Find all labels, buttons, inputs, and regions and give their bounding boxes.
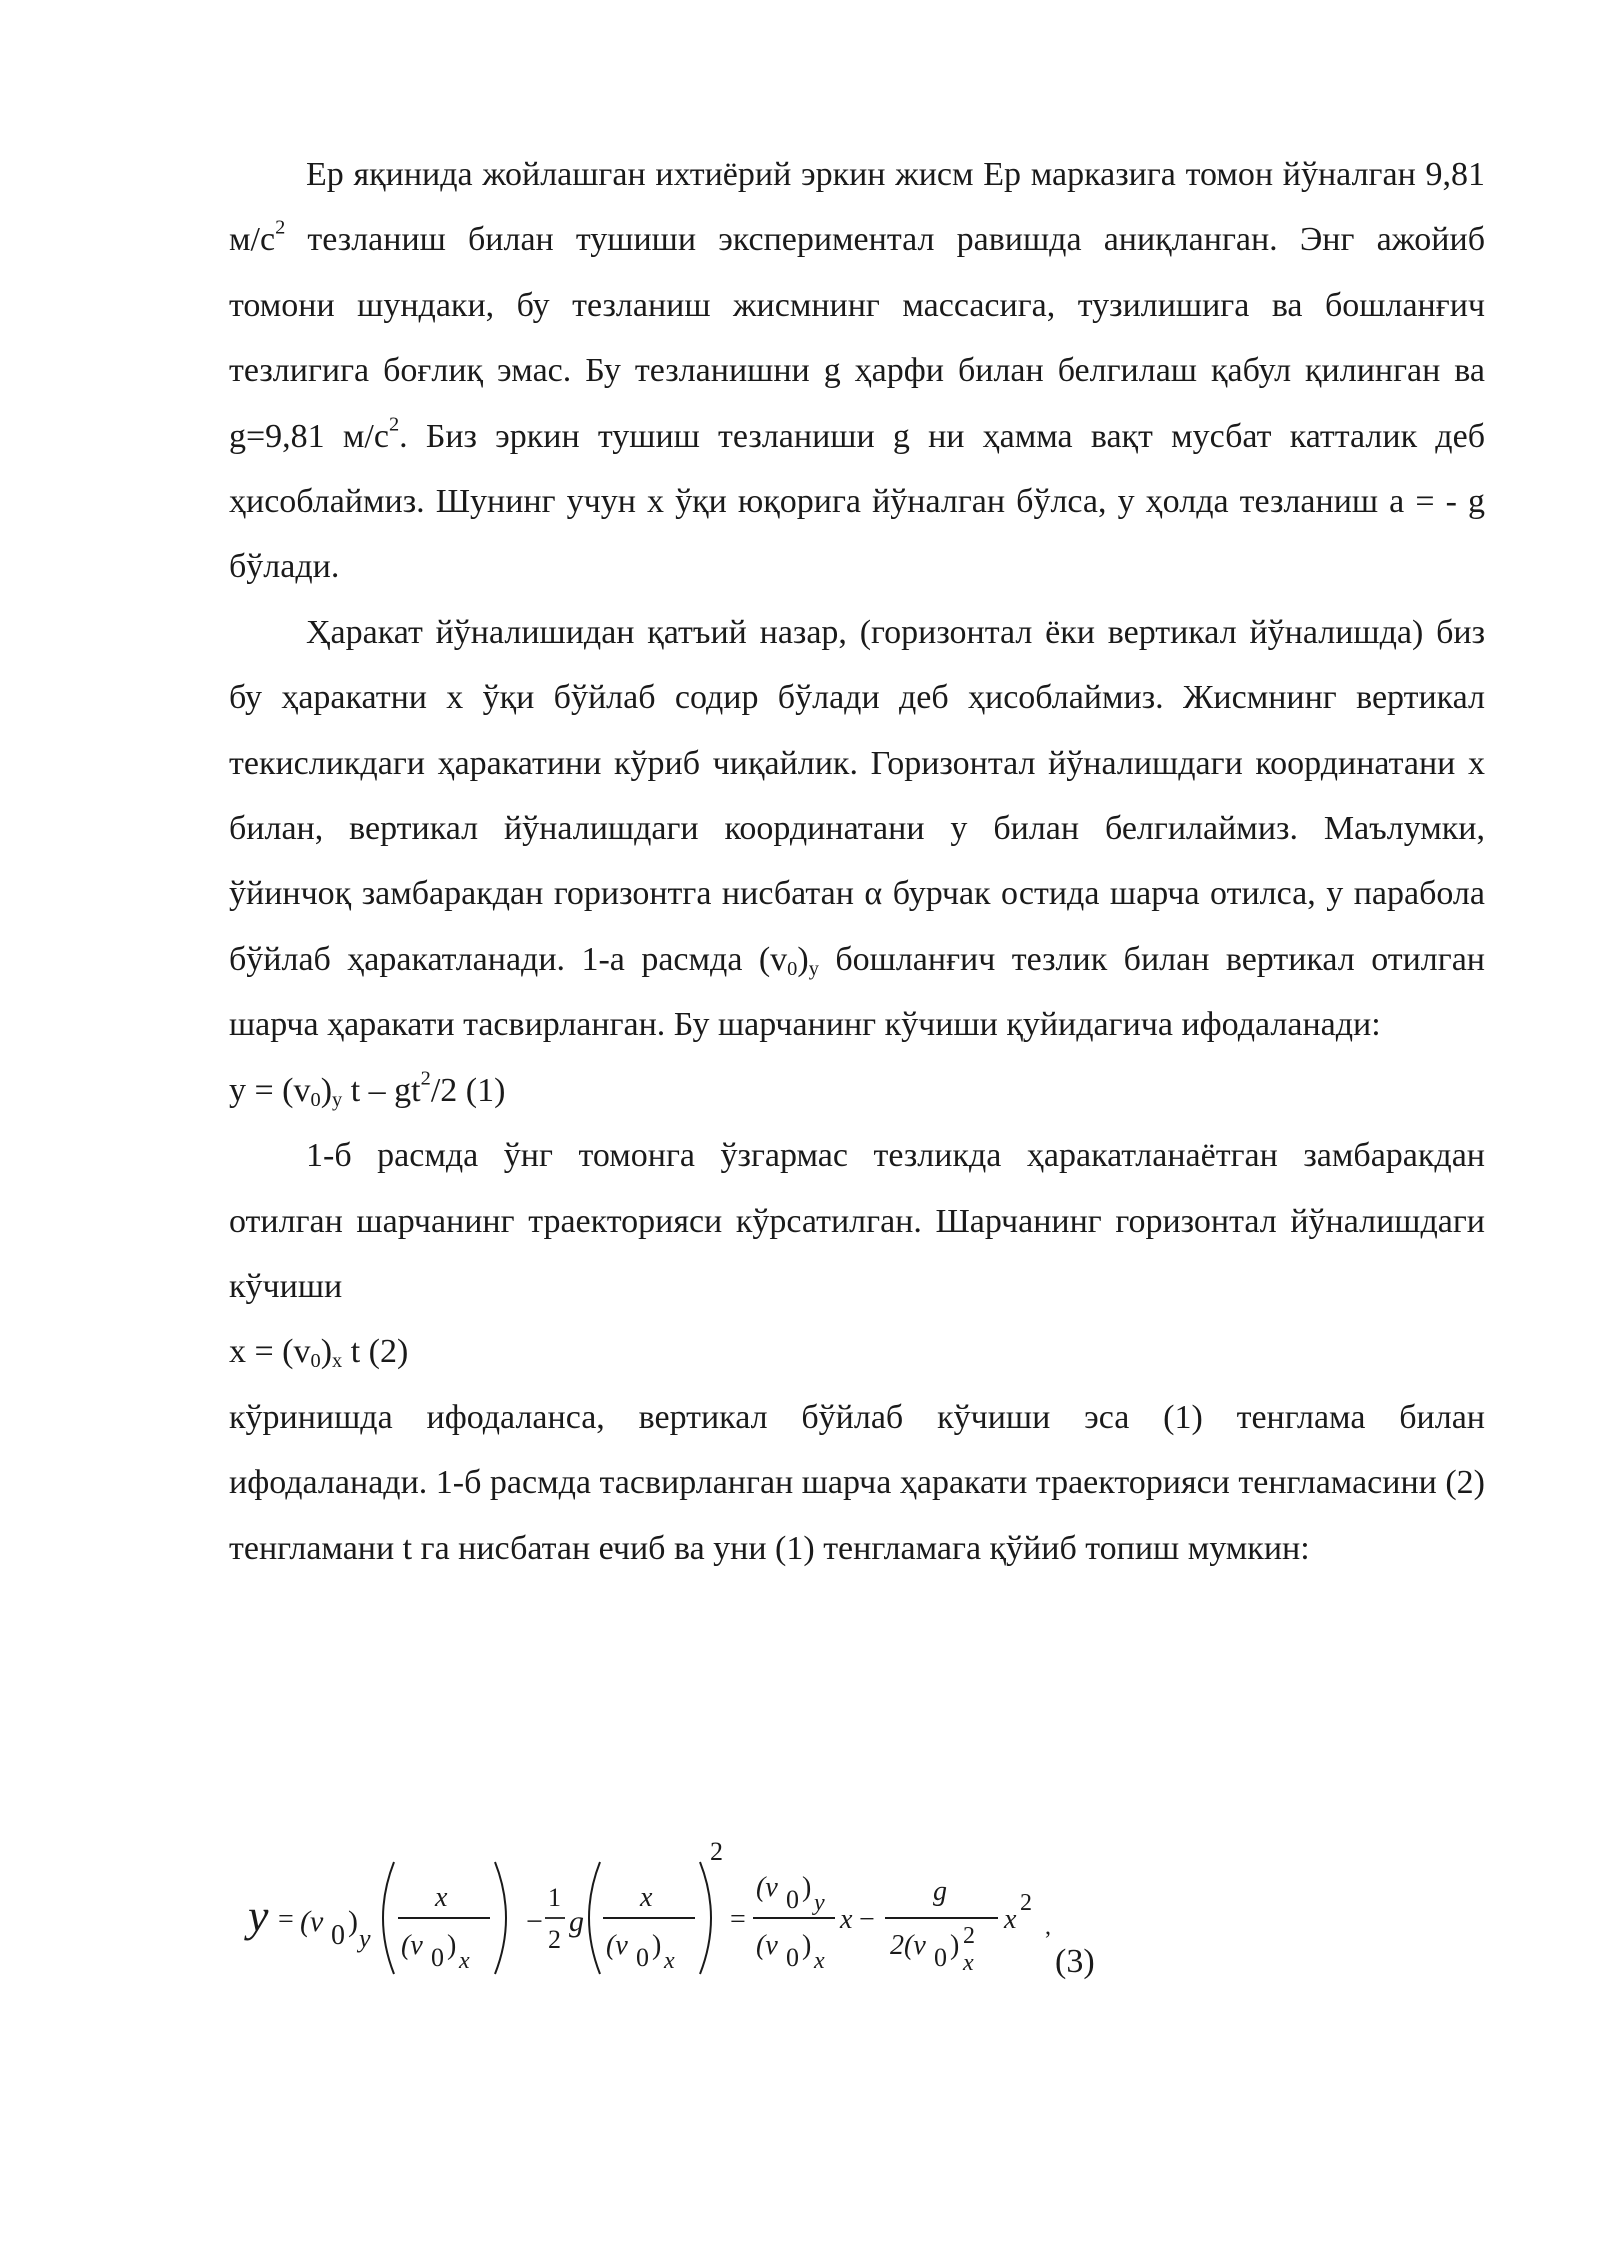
eq3-frac3-den-close: ) xyxy=(802,1930,812,1961)
text-block xyxy=(229,142,1485,1581)
eq3-big-paren-right xyxy=(495,1862,506,1974)
eq3-big-paren2-right xyxy=(700,1862,711,1974)
equation-3-number: (3) xyxy=(1055,1943,1095,1980)
eq3-frac4-zero: 0 xyxy=(934,1943,947,1972)
subscript: x xyxy=(332,1350,343,1373)
eq3-frac3-close: ) xyxy=(802,1872,812,1903)
subscript: 0 xyxy=(310,1350,321,1373)
eq-text: t (2) xyxy=(342,1333,409,1371)
eq-text: ) xyxy=(320,1071,333,1109)
eq3-g: g xyxy=(569,1905,584,1938)
text: тезланиш билан тушиши экспериментал равишда аниқланган. Энг ажойиб томони шундаки, бу тезланиш жисмнинг массасига, тузилишига ва бошланғич тезлигига боғлиқ эмас. Бу тезланишни g ҳарфи билан белгилаш қабул қилинган ва g=9,81 м/с xyxy=(229,221,1485,455)
eq3-frac3-sub-x: x xyxy=(814,1948,825,1974)
eq3-frac1-num: x xyxy=(435,1882,448,1913)
paragraph-free-fall xyxy=(229,142,1485,600)
eq3-big-paren-left xyxy=(383,1862,394,1974)
eq3-half-num: 1 xyxy=(548,1883,561,1912)
eq3-x-sq: x xyxy=(1004,1904,1017,1935)
eq-text: t – gt xyxy=(342,1071,421,1109)
eq3-x-sq-exp: 2 xyxy=(1020,1890,1032,1916)
eq3-x-term: x xyxy=(840,1904,853,1935)
eq3-frac1-v: (v xyxy=(401,1930,423,1961)
eq3-frac2-zero: 0 xyxy=(636,1943,649,1972)
eq3-y: y xyxy=(248,1890,269,1941)
eq3-minus-2: − xyxy=(859,1904,875,1935)
text: Ҳаракат йўналишидан қатъий назар, (горизонтал ёки вертикал йўналишда) биз бу ҳаракатни x ўқи бўйлаб содир бўлади деб ҳисоблаймиз. Жисмнинг вертикал текисликдаги ҳаракатини кўриб чиқайлик. Горизонтал йўналишдаги координатани x билан, вертикал йўналишдаги координатани y билан белгилаймиз. Маълумки, ўйинчоқ замбаракдан горизонтга нисбатан α бурчак остида шарча отилса, у парабола бўйлаб ҳаракатланади. 1-а расмда (v xyxy=(229,613,1485,978)
eq-text: ) xyxy=(320,1333,333,1371)
eq3-frac4-num: g xyxy=(933,1876,947,1907)
eq3-frac3-den-v: (v xyxy=(756,1930,778,1961)
eq3-frac2-close: ) xyxy=(652,1930,662,1961)
equation-3-svg xyxy=(240,1818,1140,2008)
superscript: 2 xyxy=(275,217,286,240)
eq3-frac1-zero: 0 xyxy=(431,1943,444,1972)
eq3-frac4-sup: 2 xyxy=(963,1923,975,1949)
text: Ер яқинида жойлашган ихтиёрий эркин жисм Ер марказига томон йўналган 9,81 м/с xyxy=(229,156,1485,259)
eq3-big-paren2-left xyxy=(589,1862,600,1974)
eq3-frac2-sub-x: x xyxy=(664,1948,675,1974)
superscript: 2 xyxy=(388,413,400,436)
text: 1-б расмда ўнг томонга ўзгармас тезликда ҳаракатланаётган замбаракдан отилган шарчанинг траекторияси кўрсатилган. Шарчанинг горизонтал йўналишдаги кўчиши xyxy=(229,1137,1485,1305)
equation-3 xyxy=(240,1818,1140,2008)
eq3-frac3-v: (v xyxy=(756,1872,778,1903)
paragraph-motion xyxy=(229,600,1485,1058)
eq3-frac2-v: (v xyxy=(606,1930,628,1961)
eq3-frac1-sub-x: x xyxy=(459,1948,470,1974)
eq3-equals-2: = xyxy=(730,1904,746,1935)
eq3-square: 2 xyxy=(710,1837,723,1866)
eq-text: y = (v xyxy=(229,1071,311,1109)
text: . Биз эркин тушиш тезланиши g ни ҳамма вақт мусбат катталик деб ҳисоблаймиз. Шунинг учун x ўқи юқорига йўналган бўлса, у ҳолда тезланиш a = - g бўлади. xyxy=(229,417,1485,586)
text: ) xyxy=(797,940,809,978)
eq3-sub-y: y xyxy=(359,1924,371,1953)
subscript: y xyxy=(332,1088,343,1111)
paragraph-conclusion xyxy=(229,1385,1485,1581)
eq3-frac3-den-zero: 0 xyxy=(786,1943,799,1972)
eq3-frac1-close: ) xyxy=(447,1930,457,1961)
subscript: y xyxy=(808,957,819,980)
eq3-half-den: 2 xyxy=(548,1925,561,1954)
eq3-equals: = xyxy=(278,1904,294,1935)
paragraph-trajectory xyxy=(229,1123,1485,1319)
eq-text: /2 (1) xyxy=(430,1071,506,1109)
eq3-comma: , xyxy=(1045,1914,1051,1940)
eq3-frac4-sub-x: x xyxy=(963,1950,974,1976)
superscript: 2 xyxy=(420,1067,431,1090)
eq3-minus: − xyxy=(526,1905,543,1938)
eq3-frac2-num: x xyxy=(640,1882,653,1913)
eq3-frac3-zero: 0 xyxy=(786,1885,799,1914)
eq-text: x = (v xyxy=(229,1333,311,1371)
text: бошланғич тезлик билан вертикал отилган шарча ҳаракати тасвирланган. Бу шарчанинг кўчиши қуйидагича ифодаланади: xyxy=(229,940,1485,1044)
eq3-v-open: (v xyxy=(300,1905,324,1938)
equation-1 xyxy=(229,1058,1485,1123)
eq3-paren-close: ) xyxy=(348,1905,358,1938)
subscript: 0 xyxy=(310,1088,321,1111)
eq3-frac4-den: 2(v xyxy=(890,1930,926,1961)
eq3-zero: 0 xyxy=(331,1920,345,1951)
eq3-frac4-close: ) xyxy=(950,1930,960,1961)
text: кўринишда ифодаланса, вертикал бўйлаб кўчиши эса (1) тенглама билан ифодаланади. 1-б расмда тасвирланган шарча ҳаракати траекторияси тенгламасини (2) тенгламани t га нисбатан ечиб ва уни (1) тенгламага қўйиб топиш мумкин: xyxy=(229,1398,1485,1567)
eq3-frac3-sub-y: y xyxy=(814,1890,825,1916)
subscript: 0 xyxy=(787,957,798,980)
equation-2 xyxy=(229,1319,1485,1384)
